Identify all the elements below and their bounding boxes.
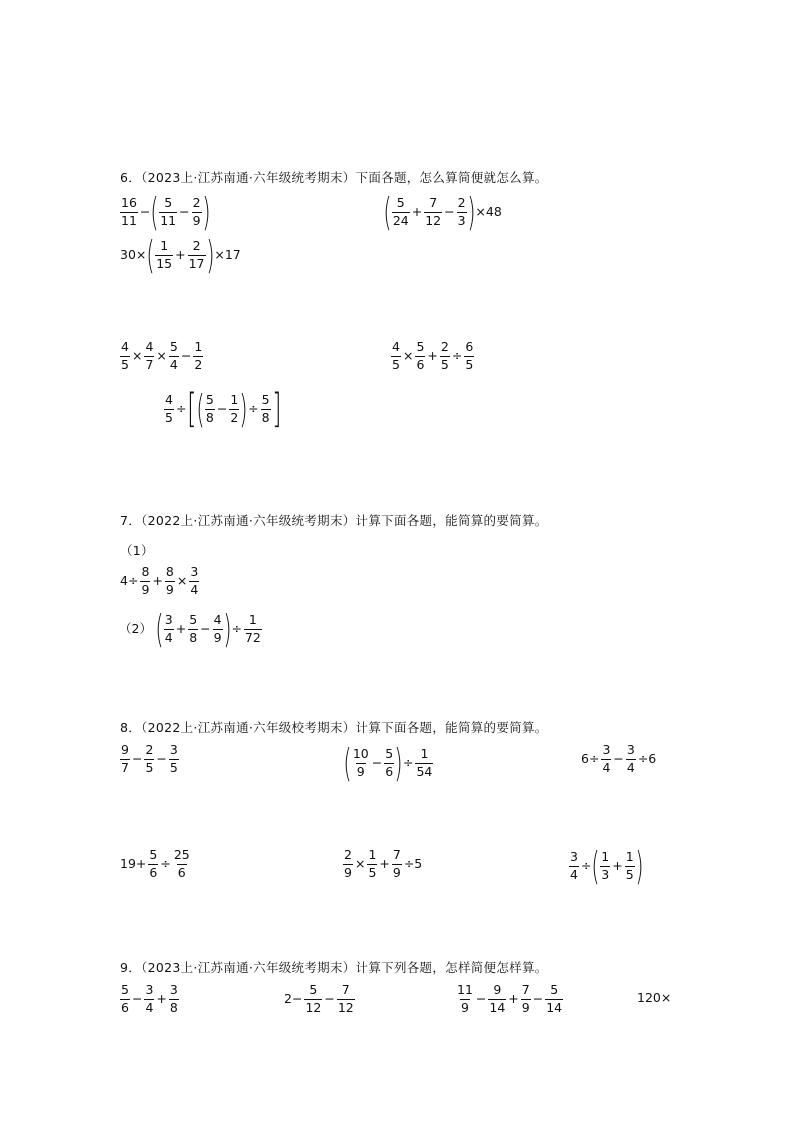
fraction: $\frac{1}{72}$ — [244, 612, 261, 645]
fraction: $\frac{1}{2}$ — [230, 392, 239, 425]
fraction: $\frac{5}{11}$ — [160, 195, 177, 228]
fraction: $\frac{5}{8}$ — [205, 392, 214, 425]
fraction: $\frac{8}{9}$ — [141, 564, 150, 597]
fraction: $\frac{4}{9}$ — [213, 612, 222, 645]
q9-expr-1: $\frac{5}{6}$ − $\frac{3}{4}$ + $\frac{3}{8}$ — [121, 982, 178, 1015]
fraction: $\frac{25}{6}$ — [173, 847, 190, 880]
fraction: $\frac{3}{4}$ — [602, 742, 611, 775]
fraction: $\frac{7}{9}$ — [392, 847, 401, 880]
fraction: $\frac{5}{12}$ — [305, 982, 322, 1015]
fraction: $\frac{2}{17}$ — [188, 238, 205, 271]
q8-expr-4: 19+ $\frac{5}{6}$ ÷ $\frac{25}{6}$ — [120, 847, 190, 880]
fraction: $\frac{1}{3}$ — [601, 849, 610, 882]
q6-expr-3: 30× ( $\frac{1}{15}$ + $\frac{2}{17}$ ) ×17 — [120, 233, 241, 277]
fraction: $\frac{7}{9}$ — [521, 982, 530, 1015]
q6-expr-4: $\frac{4}{5}$ × $\frac{4}{7}$ × $\frac{5}{4}$ − $\frac{1}{2}$ — [121, 339, 203, 372]
fraction: $\frac{4}{7}$ — [145, 339, 154, 372]
fraction: $\frac{5}{6}$ — [385, 746, 394, 779]
q8-expr-2: ( $\frac{10}{9}$ − $\frac{5}{6}$ ) ÷ $\frac{1}{54}$ — [343, 741, 433, 785]
q9-expr-4: 120× — [637, 990, 672, 1005]
q7-expr-1: 4÷ $\frac{8}{9}$ + $\frac{8}{9}$ × $\frac{3}{4}$ — [120, 564, 199, 597]
fraction: $\frac{3}{4}$ — [626, 742, 635, 775]
q7-expr-2: （2） ( $\frac{3}{4}$ + $\frac{5}{8}$ − $\frac{4}{9}$ ) ÷ $\frac{1}{72}$ — [119, 607, 261, 651]
fraction: $\frac{10}{9}$ — [352, 746, 369, 779]
fraction: $\frac{4}{5}$ — [392, 339, 400, 372]
fraction: $\frac{7}{12}$ — [425, 195, 442, 228]
fraction: $\frac{5}{6}$ — [149, 847, 158, 880]
fraction: $\frac{3}{4}$ — [145, 982, 154, 1015]
q6-heading: 6．（2023上·江苏南通·六年级统考期末）下面各题，怎么算简便就怎么算。 — [120, 170, 548, 185]
fraction: $\frac{2}{3}$ — [457, 195, 466, 228]
fraction: $\frac{5}{8}$ — [261, 392, 270, 425]
fraction: $\frac{4}{5}$ — [165, 392, 173, 425]
fraction: $\frac{5}{6}$ — [121, 982, 129, 1015]
fraction: $\frac{9}{7}$ — [121, 742, 129, 775]
q6-expr-2: ( $\frac{5}{24}$ + $\frac{7}{12}$ − $\frac{2}{3}$ ) ×48 — [383, 190, 502, 234]
fraction: $\frac{9}{14}$ — [489, 982, 506, 1015]
fraction: $\frac{3}{4}$ — [164, 612, 173, 645]
q9-expr-2: 2− $\frac{5}{12}$ − $\frac{7}{12}$ — [284, 982, 354, 1015]
fraction: $\frac{5}{6}$ — [416, 339, 425, 372]
fraction: $\frac{8}{9}$ — [165, 564, 174, 597]
q7-label-1: （1） — [120, 543, 154, 558]
fraction: $\frac{5}{8}$ — [189, 612, 198, 645]
q7-label-2: （2） — [119, 620, 152, 636]
fraction: $\frac{4}{5}$ — [121, 339, 129, 372]
fraction: $\frac{6}{5}$ — [465, 339, 474, 372]
fraction: $\frac{16}{11}$ — [121, 195, 137, 228]
fraction: $\frac{1}{5}$ — [368, 847, 377, 880]
fraction: $\frac{2}{9}$ — [192, 195, 201, 228]
q7-heading: 7．（2022上·江苏南通·六年级统考期末）计算下面各题，能简算的要简算。 — [120, 513, 548, 528]
fraction: $\frac{3}{8}$ — [169, 982, 178, 1015]
fraction: $\frac{3}{4}$ — [570, 849, 578, 882]
q8-expr-6: $\frac{3}{4}$ ÷ ( $\frac{1}{3}$ + $\frac{1}{5}$ ) — [570, 844, 644, 888]
fraction: $\frac{1}{2}$ — [194, 339, 203, 372]
fraction: $\frac{2}{5}$ — [440, 339, 449, 372]
fraction: $\frac{5}{14}$ — [546, 982, 563, 1015]
q8-expr-3: 6÷ $\frac{3}{4}$ − $\frac{3}{4}$ ÷6 — [581, 742, 657, 775]
q8-expr-5: $\frac{2}{9}$ × $\frac{1}{5}$ + $\frac{7}{9}$ ÷5 — [344, 847, 423, 880]
q6-expr-6: $\frac{4}{5}$ ÷ [ ( $\frac{5}{8}$ − $\frac{1}{2}$ ) ÷ $\frac{5}{8}$ ] — [165, 386, 282, 432]
q8-expr-1: $\frac{9}{7}$ − $\frac{2}{5}$ − $\frac{3}{5}$ — [121, 742, 178, 775]
fraction: $\frac{5}{4}$ — [169, 339, 178, 372]
fraction: $\frac{7}{12}$ — [337, 982, 354, 1015]
fraction: $\frac{1}{54}$ — [416, 746, 433, 779]
q6-expr-5: $\frac{4}{5}$ × $\frac{5}{6}$ + $\frac{2}{5}$ ÷ $\frac{6}{5}$ — [392, 339, 474, 372]
fraction: $\frac{1}{5}$ — [625, 849, 634, 882]
q6-expr-1: $\frac{16}{11}$ − ( $\frac{5}{11}$ − $\frac{2}{9}$ ) — [121, 190, 211, 234]
fraction: $\frac{3}{5}$ — [169, 742, 178, 775]
q9-expr-3: $\frac{11}{9}$ − $\frac{9}{14}$ + $\frac{7}{9}$ − $\frac{5}{14}$ — [457, 982, 563, 1015]
fraction: $\frac{2}{9}$ — [344, 847, 352, 880]
fraction: $\frac{1}{15}$ — [156, 238, 173, 271]
fraction: $\frac{3}{4}$ — [190, 564, 199, 597]
fraction: $\frac{11}{9}$ — [457, 982, 473, 1015]
fraction: $\frac{2}{5}$ — [145, 742, 154, 775]
fraction: $\frac{5}{24}$ — [392, 195, 409, 228]
q8-heading: 8．（2022上·江苏南通·六年级校考期末）计算下面各题，能简算的要简算。 — [120, 720, 548, 735]
q9-heading: 9．（2023上·江苏南通·六年级统考期末）计算下列各题，怎样简便怎样算。 — [120, 960, 548, 975]
